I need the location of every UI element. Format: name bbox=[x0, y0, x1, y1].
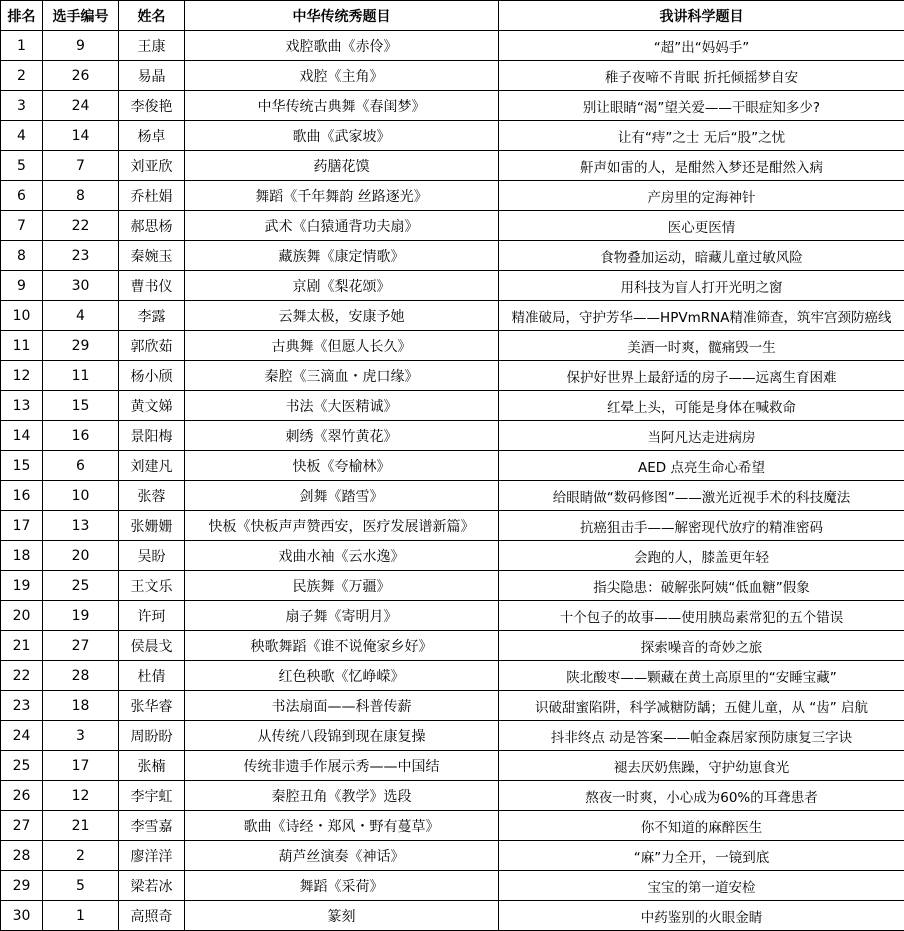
table-row bbox=[1, 511, 904, 541]
science-topic-cell: 精准破局，守护芳华——HPVmRNA精准筛查，筑牢宫颈防癌线 bbox=[499, 301, 904, 331]
rank-cell: 16 bbox=[1, 481, 43, 511]
tradition-topic-cell: 京剧《梨花颂》 bbox=[185, 271, 499, 301]
contestant-number-cell: 5 bbox=[43, 871, 119, 901]
tradition-topic-cell: 从传统八段锦到现在康复操 bbox=[185, 721, 499, 751]
tradition-topic-cell: 葫芦丝演奏《神话》 bbox=[185, 841, 499, 871]
table-row bbox=[1, 271, 904, 301]
science-topic-cell: 识破甜蜜陷阱，科学减糖防龋；五健儿童，从 “齿” 启航 bbox=[499, 691, 904, 721]
name-cell: 张蓉 bbox=[119, 481, 185, 511]
header-row bbox=[1, 1, 904, 31]
name-cell: 杨卓 bbox=[119, 121, 185, 151]
tradition-topic-cell: 武术《白猿通背功夫扇》 bbox=[185, 211, 499, 241]
name-cell: 许珂 bbox=[119, 601, 185, 631]
science-topic-cell: 宝宝的第一道安检 bbox=[499, 871, 904, 901]
contestant-number-cell: 2 bbox=[43, 841, 119, 871]
table-row bbox=[1, 901, 904, 931]
contestant-number-cell: 8 bbox=[43, 181, 119, 211]
name-cell: 张华睿 bbox=[119, 691, 185, 721]
contestant-number-cell: 11 bbox=[43, 361, 119, 391]
science-topic-cell: 熬夜一时爽，小心成为60%的耳聋患者 bbox=[499, 781, 904, 811]
table-row bbox=[1, 331, 904, 361]
name-cell: 李宇虹 bbox=[119, 781, 185, 811]
contestant-number-cell: 3 bbox=[43, 721, 119, 751]
table-row bbox=[1, 361, 904, 391]
tradition-topic-cell: 刺绣《翠竹黄花》 bbox=[185, 421, 499, 451]
contestant-number-cell: 13 bbox=[43, 511, 119, 541]
name-cell: 秦婉玉 bbox=[119, 241, 185, 271]
tradition-topic-cell: 歌曲《武家坡》 bbox=[185, 121, 499, 151]
contestant-number-cell: 15 bbox=[43, 391, 119, 421]
contestant-number-cell: 16 bbox=[43, 421, 119, 451]
science-topic-cell: 中药鉴别的火眼金睛 bbox=[499, 901, 904, 931]
rank-cell: 17 bbox=[1, 511, 43, 541]
contestant-number-cell: 7 bbox=[43, 151, 119, 181]
tradition-topic-cell: 中华传统古典舞《春闺梦》 bbox=[185, 91, 499, 121]
science-topic-cell: 陕北酸枣——颗藏在黄土高原里的“安睡宝藏” bbox=[499, 661, 904, 691]
rank-cell: 2 bbox=[1, 61, 43, 91]
rank-cell: 4 bbox=[1, 121, 43, 151]
science-topic-cell: 红晕上头，可能是身体在喊救命 bbox=[499, 391, 904, 421]
contestant-number-cell: 4 bbox=[43, 301, 119, 331]
table-row bbox=[1, 31, 904, 61]
name-cell: 高照奇 bbox=[119, 901, 185, 931]
science-topic-cell: 抗癌狙击手——解密现代放疗的精准密码 bbox=[499, 511, 904, 541]
name-cell: 李俊艳 bbox=[119, 91, 185, 121]
rank-cell: 29 bbox=[1, 871, 43, 901]
contestant-number-cell: 10 bbox=[43, 481, 119, 511]
tradition-topic-cell: 扇子舞《寄明月》 bbox=[185, 601, 499, 631]
contestant-number-cell: 30 bbox=[43, 271, 119, 301]
science-topic-cell: 会跑的人，膝盖更年轻 bbox=[499, 541, 904, 571]
science-topic-cell: “超”出“妈妈手” bbox=[499, 31, 904, 61]
science-topic-cell: 给眼睛做“数码修图”——激光近视手术的科技魔法 bbox=[499, 481, 904, 511]
tradition-topic-cell: 云舞太极，安康予她 bbox=[185, 301, 499, 331]
contestant-number-cell: 29 bbox=[43, 331, 119, 361]
tradition-topic-cell: 快板《快板声声赞西安，医疗发展谱新篇》 bbox=[185, 511, 499, 541]
rank-cell: 19 bbox=[1, 571, 43, 601]
science-topic-cell: 产房里的定海神针 bbox=[499, 181, 904, 211]
tradition-topic-cell: 戏曲水袖《云水逸》 bbox=[185, 541, 499, 571]
table-row bbox=[1, 481, 904, 511]
science-topic-cell: 你不知道的麻醉医生 bbox=[499, 811, 904, 841]
science-topic-cell: 食物叠加运动，暗藏儿童过敏风险 bbox=[499, 241, 904, 271]
table-row bbox=[1, 421, 904, 451]
rank-cell: 6 bbox=[1, 181, 43, 211]
rank-cell: 13 bbox=[1, 391, 43, 421]
table-row bbox=[1, 451, 904, 481]
rank-cell: 7 bbox=[1, 211, 43, 241]
rank-cell: 30 bbox=[1, 901, 43, 931]
contestant-number-cell: 22 bbox=[43, 211, 119, 241]
rank-cell: 9 bbox=[1, 271, 43, 301]
rank-cell: 3 bbox=[1, 91, 43, 121]
science-topic-cell: 指尖隐患：破解张阿姨“低血糖”假象 bbox=[499, 571, 904, 601]
science-topic-cell: 鼾声如雷的人，是酣然入梦还是酣然入病 bbox=[499, 151, 904, 181]
table-row bbox=[1, 691, 904, 721]
science-topic-cell: 美酒一时爽，髋痛毁一生 bbox=[499, 331, 904, 361]
name-cell: 刘建凡 bbox=[119, 451, 185, 481]
contestant-number-cell: 24 bbox=[43, 91, 119, 121]
name-cell: 郝思杨 bbox=[119, 211, 185, 241]
science-topic-cell: 用科技为盲人打开光明之窗 bbox=[499, 271, 904, 301]
contestant-number-cell: 12 bbox=[43, 781, 119, 811]
tradition-topic-cell: 戏腔歌曲《赤伶》 bbox=[185, 31, 499, 61]
table-row bbox=[1, 391, 904, 421]
name-cell: 张姗姗 bbox=[119, 511, 185, 541]
rank-cell: 8 bbox=[1, 241, 43, 271]
contestant-number-cell: 27 bbox=[43, 631, 119, 661]
tradition-topic-cell: 传统非遗手作展示秀——中国结 bbox=[185, 751, 499, 781]
table-row bbox=[1, 841, 904, 871]
table-row bbox=[1, 151, 904, 181]
rank-cell: 21 bbox=[1, 631, 43, 661]
science-topic-cell: 褪去厌奶焦躁，守护幼崽食光 bbox=[499, 751, 904, 781]
tradition-topic-cell: 舞蹈《采荷》 bbox=[185, 871, 499, 901]
tradition-topic-cell: 药膳花馍 bbox=[185, 151, 499, 181]
tradition-topic-cell: 书法扇面——科普传薪 bbox=[185, 691, 499, 721]
header-rank: 排名 bbox=[1, 1, 43, 31]
rank-cell: 25 bbox=[1, 751, 43, 781]
header-science-topic: 我讲科学题目 bbox=[499, 1, 904, 31]
rank-cell: 14 bbox=[1, 421, 43, 451]
table-row bbox=[1, 751, 904, 781]
rank-cell: 11 bbox=[1, 331, 43, 361]
name-cell: 曹书仪 bbox=[119, 271, 185, 301]
science-topic-cell: 保护好世界上最舒适的房子——远离生育困难 bbox=[499, 361, 904, 391]
name-cell: 张楠 bbox=[119, 751, 185, 781]
tradition-topic-cell: 古典舞《但愿人长久》 bbox=[185, 331, 499, 361]
table-row bbox=[1, 91, 904, 121]
tradition-topic-cell: 剑舞《踏雪》 bbox=[185, 481, 499, 511]
science-topic-cell: 抖非终点 动是答案——帕金森居家预防康复三字诀 bbox=[499, 721, 904, 751]
science-topic-cell: 别让眼睛“渴”望关爱——干眼症知多少? bbox=[499, 91, 904, 121]
name-cell: 郭欣茹 bbox=[119, 331, 185, 361]
rank-cell: 18 bbox=[1, 541, 43, 571]
name-cell: 易晶 bbox=[119, 61, 185, 91]
contestant-number-cell: 28 bbox=[43, 661, 119, 691]
tradition-topic-cell: 民族舞《万疆》 bbox=[185, 571, 499, 601]
name-cell: 杨小颀 bbox=[119, 361, 185, 391]
rank-cell: 5 bbox=[1, 151, 43, 181]
rank-cell: 10 bbox=[1, 301, 43, 331]
contestant-number-cell: 26 bbox=[43, 61, 119, 91]
tradition-topic-cell: 书法《大医精诚》 bbox=[185, 391, 499, 421]
science-topic-cell: 当阿凡达走进病房 bbox=[499, 421, 904, 451]
name-cell: 李雪嘉 bbox=[119, 811, 185, 841]
table-row bbox=[1, 181, 904, 211]
contestant-number-cell: 18 bbox=[43, 691, 119, 721]
tradition-topic-cell: 歌曲《诗经・郑风・野有蔓草》 bbox=[185, 811, 499, 841]
rank-cell: 26 bbox=[1, 781, 43, 811]
contestant-number-cell: 23 bbox=[43, 241, 119, 271]
table-body bbox=[1, 31, 904, 931]
table-row bbox=[1, 601, 904, 631]
table-row bbox=[1, 61, 904, 91]
tradition-topic-cell: 篆刻 bbox=[185, 901, 499, 931]
name-cell: 周盼盼 bbox=[119, 721, 185, 751]
contestant-number-cell: 17 bbox=[43, 751, 119, 781]
rank-cell: 1 bbox=[1, 31, 43, 61]
contestant-number-cell: 1 bbox=[43, 901, 119, 931]
table-row bbox=[1, 301, 904, 331]
table-row bbox=[1, 541, 904, 571]
tradition-topic-cell: 秦腔丑角《教学》选段 bbox=[185, 781, 499, 811]
name-cell: 刘亚欣 bbox=[119, 151, 185, 181]
tradition-topic-cell: 戏腔《主角》 bbox=[185, 61, 499, 91]
name-cell: 侯晨戈 bbox=[119, 631, 185, 661]
table-row bbox=[1, 811, 904, 841]
contestant-number-cell: 25 bbox=[43, 571, 119, 601]
name-cell: 王康 bbox=[119, 31, 185, 61]
table-row bbox=[1, 781, 904, 811]
header-contestant-number: 选手编号 bbox=[43, 1, 119, 31]
science-topic-cell: “麻”力全开，一镜到底 bbox=[499, 841, 904, 871]
rank-cell: 23 bbox=[1, 691, 43, 721]
table-row bbox=[1, 571, 904, 601]
rank-cell: 12 bbox=[1, 361, 43, 391]
rank-cell: 15 bbox=[1, 451, 43, 481]
table-row bbox=[1, 631, 904, 661]
science-topic-cell: 让有“痔”之士 无后“股”之忧 bbox=[499, 121, 904, 151]
science-topic-cell: AED 点亮生命心希望 bbox=[499, 451, 904, 481]
tradition-topic-cell: 秦腔《三滴血・虎口缘》 bbox=[185, 361, 499, 391]
tradition-topic-cell: 秧歌舞蹈《谁不说俺家乡好》 bbox=[185, 631, 499, 661]
header-name: 姓名 bbox=[119, 1, 185, 31]
name-cell: 杜倩 bbox=[119, 661, 185, 691]
science-topic-cell: 探索噪音的奇妙之旅 bbox=[499, 631, 904, 661]
rank-cell: 28 bbox=[1, 841, 43, 871]
tradition-topic-cell: 红色秧歌《忆峥嵘》 bbox=[185, 661, 499, 691]
contestant-number-cell: 9 bbox=[43, 31, 119, 61]
name-cell: 乔杜娟 bbox=[119, 181, 185, 211]
table-row bbox=[1, 871, 904, 901]
contestant-number-cell: 6 bbox=[43, 451, 119, 481]
table-row bbox=[1, 241, 904, 271]
name-cell: 梁若冰 bbox=[119, 871, 185, 901]
rank-cell: 22 bbox=[1, 661, 43, 691]
rank-cell: 20 bbox=[1, 601, 43, 631]
rank-cell: 24 bbox=[1, 721, 43, 751]
science-topic-cell: 稚子夜啼不肯眠 折托倾摇梦自安 bbox=[499, 61, 904, 91]
rank-cell: 27 bbox=[1, 811, 43, 841]
contestant-number-cell: 20 bbox=[43, 541, 119, 571]
table-row bbox=[1, 211, 904, 241]
table-row bbox=[1, 661, 904, 691]
name-cell: 吴盼 bbox=[119, 541, 185, 571]
table-row bbox=[1, 121, 904, 151]
name-cell: 景阳梅 bbox=[119, 421, 185, 451]
name-cell: 李露 bbox=[119, 301, 185, 331]
contestant-number-cell: 19 bbox=[43, 601, 119, 631]
table-row bbox=[1, 721, 904, 751]
contestant-number-cell: 14 bbox=[43, 121, 119, 151]
tradition-topic-cell: 快板《夸榆林》 bbox=[185, 451, 499, 481]
header-tradition-topic: 中华传统秀题目 bbox=[185, 1, 499, 31]
science-topic-cell: 医心更医情 bbox=[499, 211, 904, 241]
name-cell: 廖洋洋 bbox=[119, 841, 185, 871]
tradition-topic-cell: 藏族舞《康定情歌》 bbox=[185, 241, 499, 271]
tradition-topic-cell: 舞蹈《千年舞韵 丝路逐光》 bbox=[185, 181, 499, 211]
contestant-number-cell: 21 bbox=[43, 811, 119, 841]
name-cell: 王文乐 bbox=[119, 571, 185, 601]
name-cell: 黄文娣 bbox=[119, 391, 185, 421]
science-topic-cell: 十个包子的故事——使用胰岛素常犯的五个错误 bbox=[499, 601, 904, 631]
